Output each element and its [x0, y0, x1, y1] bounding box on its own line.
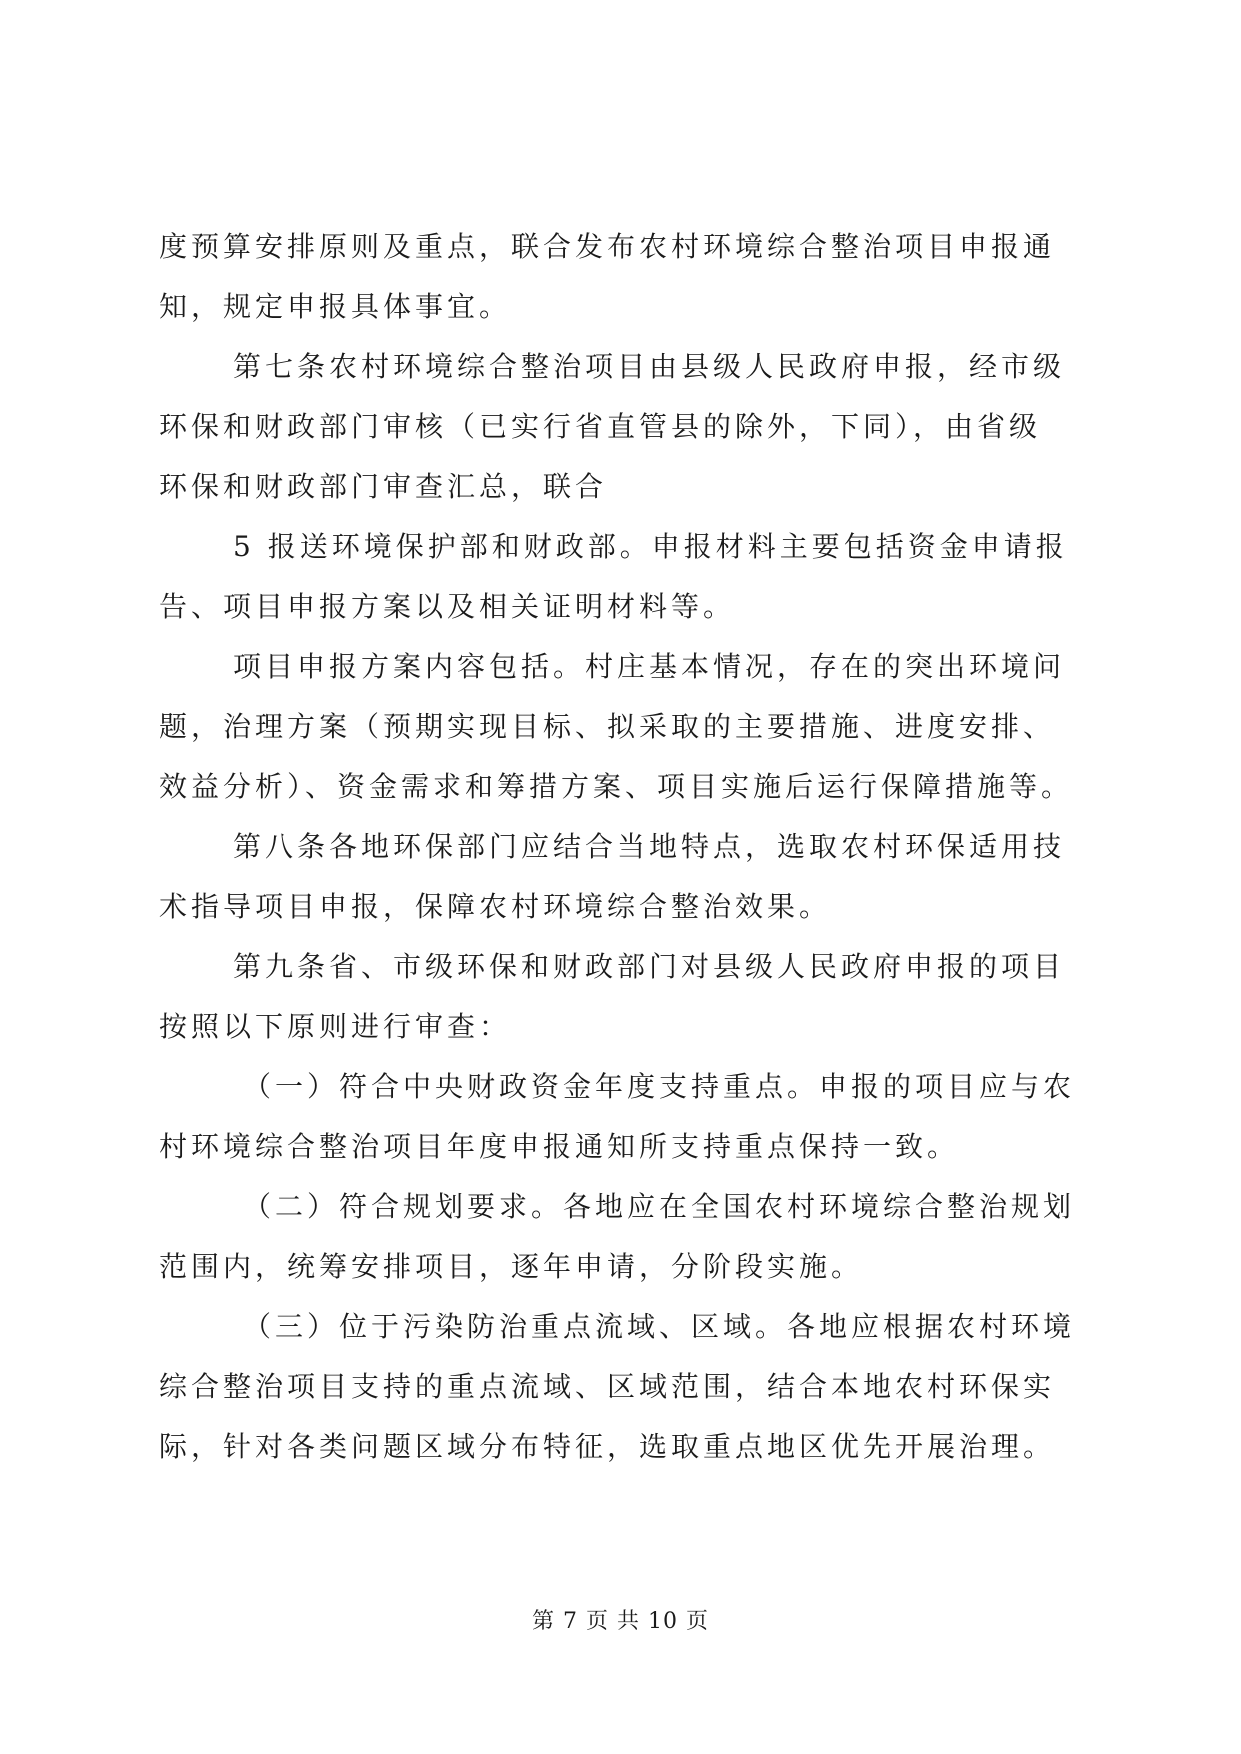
text-line: 度预算安排原则及重点，联合发布农村环境综合整治项目申报通 [159, 230, 1056, 263]
document-body [159, 228, 1079, 1488]
list-item-start-line: （二）符合规划要求。各地应在全国农村环境综合整治规划 [243, 1190, 1076, 1223]
text-line: 环保和财政部门审核（已实行省直管县的除外，下同），由省级 [159, 410, 1042, 443]
text-line: 村环境综合整治项目年度申报通知所支持重点保持一致。 [159, 1130, 960, 1163]
page-number-footer: 第 7 页 共 10 页 [532, 1609, 709, 1634]
paragraph-start-line: 第八条各地环保部门应结合当地特点，选取农村环保适用技 [233, 830, 1066, 863]
text-line: 综合整治项目支持的重点流域、区域范围，结合本地农村环保实 [159, 1370, 1056, 1403]
text-line: 环保和财政部门审查汇总，联合 [159, 470, 608, 503]
text-line: 范围内，统筹安排项目，逐年申请，分阶段实施。 [159, 1250, 864, 1283]
paragraph-start-line: 5 报送环境保护部和财政部。申报材料主要包括资金申请报 [233, 530, 1068, 563]
paragraph-start-line: 第七条农村环境综合整治项目由县级人民政府申报，经市级 [233, 350, 1066, 383]
list-item-start-line: （一）符合中央财政资金年度支持重点。申报的项目应与农 [243, 1070, 1076, 1103]
text-line: 题，治理方案（预期实现目标、拟采取的主要措施、进度安排、 [159, 710, 1056, 743]
text-line: 术指导项目申报，保障农村环境综合整治效果。 [159, 890, 832, 923]
paragraph-start-line: 第九条省、市级环保和财政部门对县级人民政府申报的项目 [233, 950, 1066, 983]
list-item-start-line: （三）位于污染防治重点流域、区域。各地应根据农村环境 [243, 1310, 1076, 1343]
text-line: 按照以下原则进行审查： [159, 1010, 512, 1043]
paragraph-start-line: 项目申报方案内容包括。村庄基本情况，存在的突出环境问 [233, 650, 1066, 683]
text-line: 际，针对各类问题区域分布特征，选取重点地区优先开展治理。 [159, 1430, 1056, 1463]
text-line: 效益分析）、资金需求和筹措方案、项目实施后运行保障措施等。 [159, 770, 1074, 803]
text-line: 告、项目申报方案以及相关证明材料等。 [159, 590, 736, 623]
text-line: 知，规定申报具体事宜。 [159, 290, 512, 323]
